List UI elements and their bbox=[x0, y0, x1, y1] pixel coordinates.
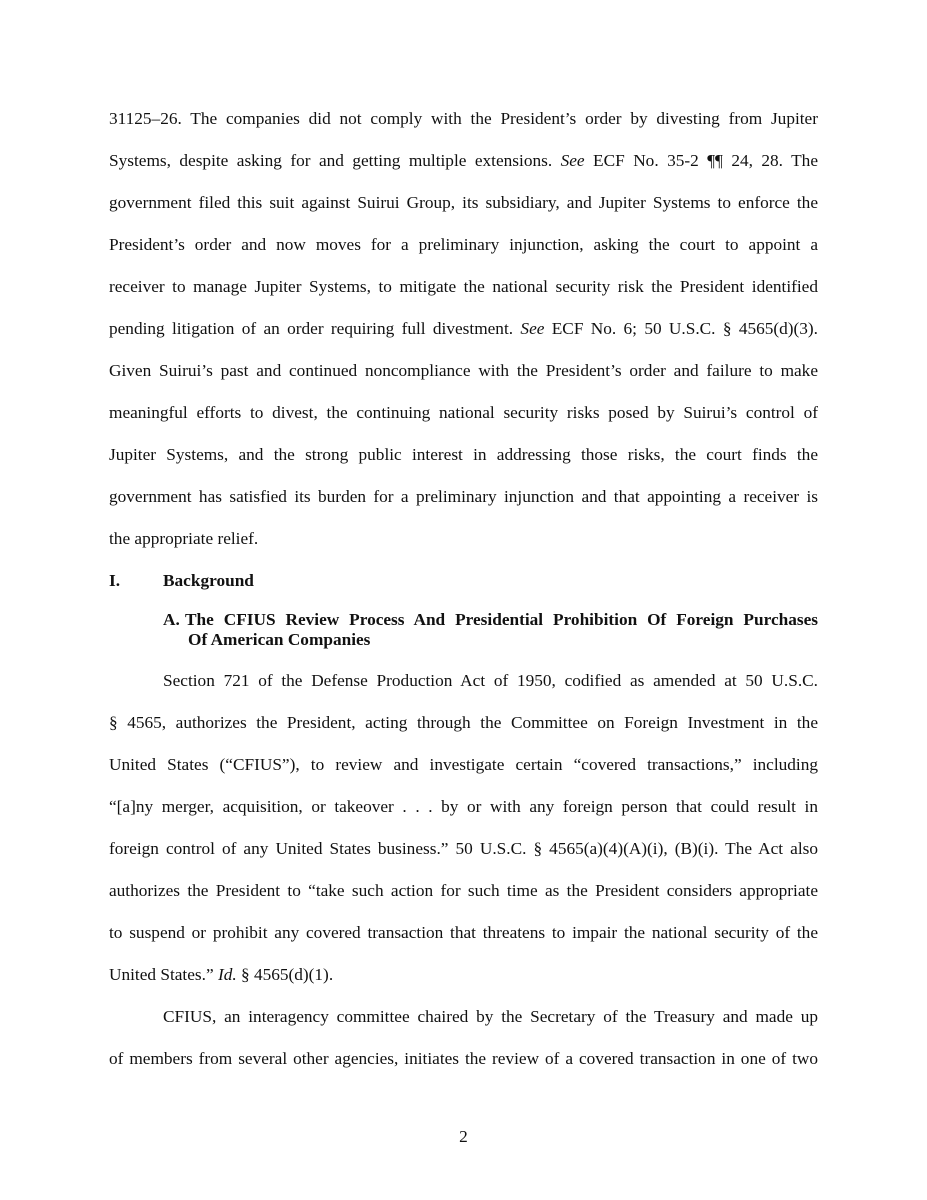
text-run: ECF No. 6; 50 U.S.C. § 4565(d)(3). bbox=[544, 319, 818, 338]
body-text-line: CFIUS, an interagency committee chaired by the Secretary of the Treasury and made up bbox=[163, 1007, 818, 1026]
body-text-line bbox=[109, 964, 818, 986]
citation-signal: Id. bbox=[217, 965, 237, 984]
subsection-heading-line: Of American Companies bbox=[188, 630, 371, 649]
text-run: Systems, despite asking for and getting multiple extensions. bbox=[109, 151, 553, 170]
body-text-line: Given Suirui’s past and continued noncompliance with the President’s order and failure to make bbox=[109, 361, 818, 380]
body-text-line: government has satisfied its burden for a preliminary injunction and that appointing a receiver is bbox=[109, 487, 818, 506]
text-run: United States.” bbox=[109, 965, 214, 984]
body-text-line: the appropriate relief. bbox=[109, 529, 259, 548]
body-text-line: foreign control of any United States business.” 50 U.S.C. § 4565(a)(4)(A)(i), (B)(i). The Act also bbox=[109, 839, 818, 858]
body-text-line: to suspend or prohibit any covered transaction that threatens to impair the national security of the bbox=[109, 923, 818, 942]
page-number: 2 bbox=[459, 1127, 468, 1146]
body-text-line: President’s order and now moves for a preliminary injunction, asking the court to appoint a bbox=[109, 235, 818, 254]
citation-signal: See bbox=[520, 319, 545, 338]
body-text-line: authorizes the President to “take such action for such time as the President considers appropriate bbox=[109, 881, 818, 900]
subsection-letter: A. bbox=[163, 610, 180, 629]
subsection-title: The CFIUS Review Process And Presidential Prohibition Of Foreign Purchases bbox=[185, 610, 818, 629]
body-text-line: receiver to manage Jupiter Systems, to mitigate the national security risk the President identified bbox=[109, 277, 818, 296]
body-text-line: Jupiter Systems, and the strong public interest in addressing those risks, the court finds the bbox=[109, 445, 818, 464]
body-text-line: “[a]ny merger, acquisition, or takeover . . . by or with any foreign person that could result in bbox=[109, 797, 818, 816]
body-text-line: 31125–26. The companies did not comply with the President’s order by divesting from Jupiter bbox=[109, 109, 818, 128]
section-title: Background bbox=[163, 571, 254, 590]
subsection-heading-line bbox=[163, 610, 818, 630]
body-text-line: government filed this suit against Suirui Group, its subsidiary, and Jupiter Systems to enforce the bbox=[109, 193, 818, 212]
body-text-line bbox=[109, 318, 818, 340]
citation-signal: See bbox=[560, 151, 585, 170]
body-text-line: Section 721 of the Defense Production Act of 1950, codified as amended at 50 U.S.C. bbox=[163, 671, 818, 690]
text-run: pending litigation of an order requiring full divestment. bbox=[109, 319, 514, 338]
body-text-line: United States (“CFIUS”), to review and investigate certain “covered transactions,” including bbox=[109, 755, 818, 774]
body-text-line: § 4565, authorizes the President, acting through the Committee on Foreign Investment in the bbox=[109, 713, 818, 732]
text-run: § 4565(d)(1). bbox=[236, 965, 334, 984]
body-text-line: meaningful efforts to divest, the continuing national security risks posed by Suirui’s control of bbox=[109, 403, 818, 422]
text-run: ECF No. 35-2 ¶¶ 24, 28. The bbox=[584, 151, 818, 170]
body-text-line bbox=[109, 150, 818, 172]
section-number: I. bbox=[109, 571, 121, 590]
body-text-line: of members from several other agencies, initiates the review of a covered transaction in one of two bbox=[109, 1049, 818, 1068]
